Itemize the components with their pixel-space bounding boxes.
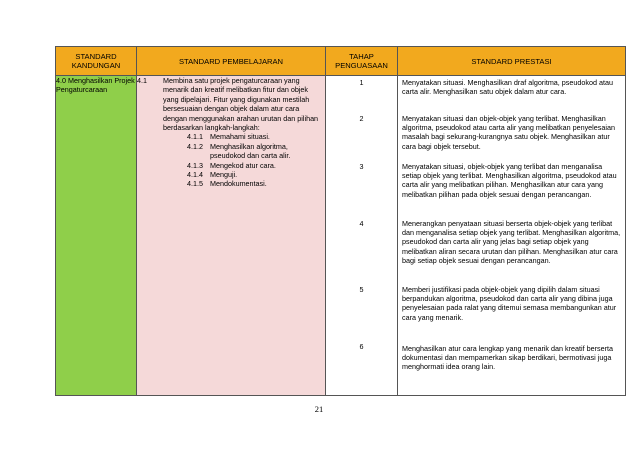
level-number: 5 (359, 285, 364, 294)
learning-step: 4.1.5 Mendokumentasi. (187, 179, 267, 189)
learning-step: 4.1.3 Mengekod atur cara. (187, 160, 276, 170)
learning-steps (163, 132, 325, 188)
header-performance-standard: STANDARD PRESTASI (398, 47, 626, 76)
performance-descriptor: Menghasilkan atur cara lengkap yang menarik dan kreatif berserta dokumentasi dan mempamerkan sikap berdikari, bermotivasi juga menghormati idea orang lain. (402, 344, 613, 372)
level-number: 2 (359, 114, 364, 123)
learning-step: 4.1.1 Memahami situasi. (187, 132, 270, 142)
level-number: 6 (359, 342, 364, 351)
content-standard-cell (56, 76, 137, 396)
learning-step: 4.1.2 Menghasilkan algoritma, pseudokod dan carta alir. (187, 141, 291, 161)
performance-descriptor: Menyatakan situasi dan objek-objek yang terlibat. Menghasilkan algoritma, pseudokod atau carta alir yang melibatkan penyelesaian masalah bagi sekurang-kurangnya satu objek. Menghasilkan atur cara bagi objek tersebut. (402, 114, 615, 151)
learning-step: 4.1.4 Menguji. (187, 170, 238, 180)
header-mastery-level: TAHAP PENGUASAAN (326, 47, 398, 76)
level-number: 4 (359, 219, 364, 228)
content-row (56, 76, 626, 396)
header-content-standard: STANDARD KANDUNGAN (56, 47, 137, 76)
mastery-level-cell (326, 76, 398, 396)
curriculum-table (55, 46, 626, 396)
page-number: 21 (314, 404, 324, 414)
content-standard-text: 4.0 Menghasilkan Projek Pengaturcaraan (56, 76, 135, 95)
level-number: 1 (359, 78, 364, 87)
performance-descriptor: Menyatakan situasi, objek-objek yang terlibat dan menganalisa setiap objek yang terlibat. Menghasilkan algoritma, pseudokod atau carta alir yang melibatkan pilihan. Menghasilkan atur cara yang melibatkan pilihan pada objek sesuai dengan perancangan. (402, 162, 617, 199)
level-number: 3 (359, 162, 364, 171)
performance-standard-cell (398, 76, 626, 396)
performance-descriptor: Menyatakan situasi. Menghasilkan draf algoritma, pseudokod atau carta alir. Menghasilkan satu objek dalam atur cara. (402, 78, 613, 97)
header-learning-standard: STANDARD PEMBELAJARAN (137, 47, 326, 76)
learning-standard-text: Membina satu projek pengaturcaraan yang menarik dan kreatif melibatkan fitur dan objek yang dipelajari. Fitur yang digunakan mestilah bersesuaian dengan objek dalam atur cara dengan menggunakan arahan urutan dan pilihan berdasarkan langkah-langkah: (163, 76, 319, 133)
learning-standard-cell (137, 76, 326, 396)
header-row (56, 47, 626, 76)
learning-standard-number: 4.1 (137, 76, 147, 85)
performance-descriptor: Memberi justifikasi pada objek-objek yang dipilih dalam situasi berpandukan algoritma, pseudokod dan carta alir yang dibina juga penyelesaian pada ralat yang ditemui semasa membangunkan atur cara yang menarik. (402, 285, 617, 322)
performance-descriptor: Menerangkan penyataan situasi berserta objek-objek yang terlibat dan menganalisa setiap objek yang terlibat. Menghasilkan algoritma, pseudokod dan carta alir yang jelas bagi setiap objek yang melibatkan aliran secara urutan dan pilihan. Menghasilkan atur cara bagi setiap objek sesuai dengan perancangan. (402, 219, 621, 265)
